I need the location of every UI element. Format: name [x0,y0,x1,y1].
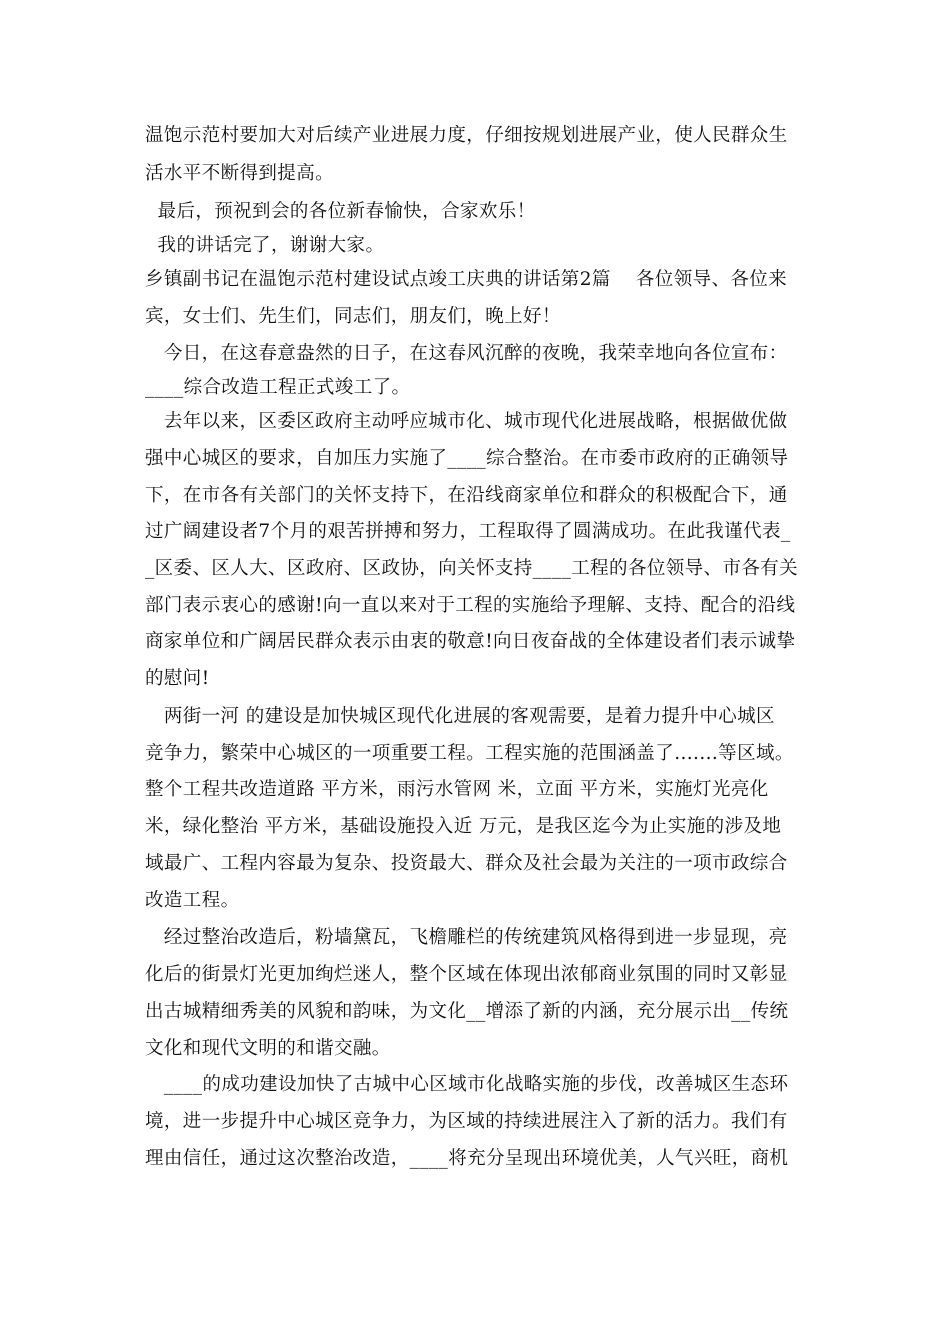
text-line: ____综合改造工程正式竣工了。 [145,377,411,398]
text-line: 宾，女士们、先生们，同志们，朋友们，晚上好！ [145,306,561,327]
text-line: 今日，在这春意盎然的日子，在这春风沉醉的夜晚，我荣幸地向各位宣布： [145,343,788,364]
text-line: 化后的街景灯光更加绚烂迷人，整个区域在体现出浓郁商业氛围的同时又彰显 [145,964,788,985]
text-line: 我的讲话完了，谢谢大家。 [145,235,385,256]
text-line: ____的成功建设加快了古城中心区域市化战略实施的步伐，改善城区生态环 [145,1074,789,1095]
text-line: 文化和现代文明的和谐交融。 [145,1038,391,1059]
text-line: 商家单位和广阔居民群众表示由衷的敬意!向日夜奋战的全体建设者们表示诚挚 [145,631,796,652]
text-line: 经过整治改造后，粉墙黛瓦，飞檐雕栏的传统建筑风格得到进一步显现，亮 [145,927,788,948]
text-line: 出古城精细秀美的风貌和韵味，为文化__增添了新的内涵，充分展示出__传统 [145,1001,789,1022]
text-line: 强中心城区的要求，自加压力实施了____综合整治。在市委市政府的正确领导 [145,448,789,469]
text-line: 过广阔建设者7个月的艰苦拼搏和努力，工程取得了圆满成功。在此我谨代表_ [145,521,791,542]
text-line: _区委、区人大、区政府、区政协，向关怀支持____工程的各位领导、市各有关 [145,558,799,579]
text-line: 下，在市各有关部门的关怀支持下，在沿线商家单位和群众的积极配合下，通 [145,485,788,506]
text-line: 两街一河 的建设是加快城区现代化进展的客观需要，是着力提升中心城区 [145,706,775,727]
section-heading-line: 乡镇副书记在温饱示范村建设试点竣工庆典的讲话第2篇 各位领导、各位来 [145,269,788,290]
text-line: 竞争力，繁荣中心城区的一项重要工程。工程实施的范围涵盖了.......等区域。 [145,743,794,764]
text-line: 境，进一步提升中心城区竞争力，为区域的持续进展注入了新的活力。我们有 [145,1111,788,1132]
text-line: 部门表示衷心的感谢!向一直以来对于工程的实施给予理解、支持、配合的沿线 [145,595,796,616]
text-line: 最后，预祝到会的各位新春愉快，合家欢乐！ [145,201,536,222]
text-line: 活水平不断得到提高。 [145,163,335,184]
text-line: 改造工程。 [145,890,240,911]
text-line: 整个工程共改造道路 平方米，雨污水管网 米，立面 平方米，实施灯光亮化 [145,779,769,800]
text-line: 的慰问! [145,668,210,689]
text-line: 去年以来，区委区政府主动呼应城市化、城市现代化进展战略，根据做优做 [145,411,788,432]
text-line: 米，绿化整治 平方米，基础设施投入近 万元，是我区迄今为止实施的涉及地 [145,816,782,837]
text-line: 域最广、工程内容最为复杂、投资最大、群众及社会最为关注的一项市政综合 [145,853,788,874]
text-line: 温饱示范村要加大对后续产业进展力度，仔细按规划进展产业，使人民群众生 [145,125,788,146]
text-line: 理由信任，通过这次整治改造，____将充分呈现出环境优美，人气兴旺，商机 [145,1148,789,1169]
